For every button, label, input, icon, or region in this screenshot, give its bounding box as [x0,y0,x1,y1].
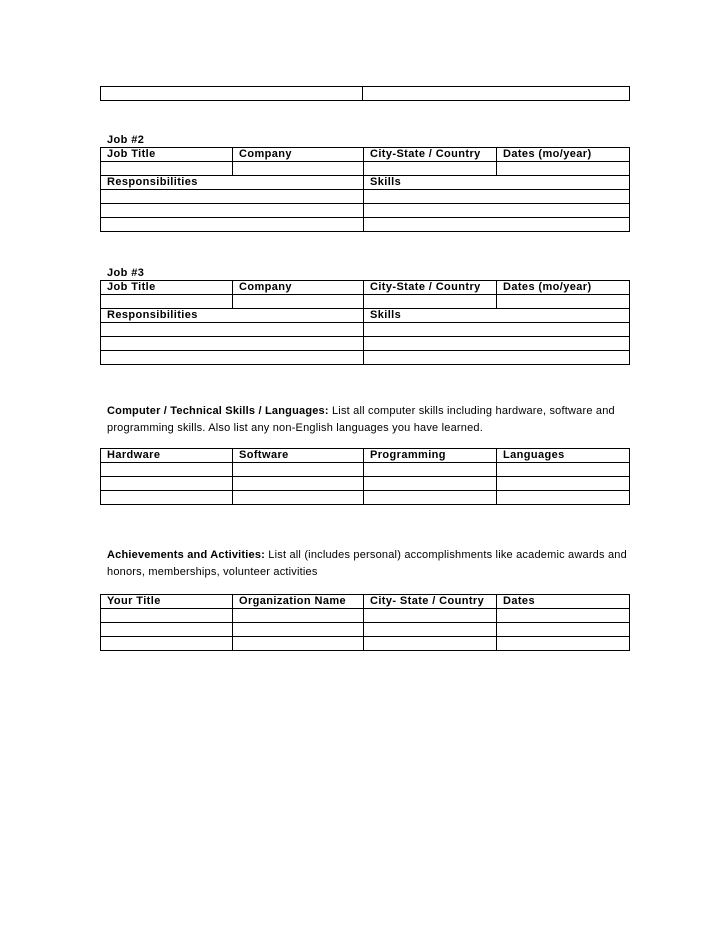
column-header: Job Title [101,281,233,295]
job2-heading: Job #2 [107,134,145,146]
computer-skills-text: List all computer skills including hardware, software and programming skills. Also list any non-English languages you have learned. [107,405,615,434]
table-row [101,623,630,637]
form-cell[interactable] [364,623,497,637]
form-cell[interactable] [233,623,364,637]
form-cell[interactable] [101,204,364,218]
column-header: City-State / Country [364,281,497,295]
table-row [101,637,630,651]
responsibilities-header: Responsibilities [101,176,364,190]
achievements-text: List all (includes personal) accomplishments like academic awards and honors, memberships, volunteer activities [107,549,627,578]
column-header: Dates (mo/year) [497,148,630,162]
column-header: Software [233,449,364,463]
form-cell[interactable] [497,609,630,623]
form-cell[interactable] [364,637,497,651]
form-cell[interactable] [364,337,630,351]
column-header: Your Title [101,595,233,609]
form-cell[interactable] [364,162,497,176]
form-cell[interactable] [101,637,233,651]
form-cell[interactable] [101,491,233,505]
table-row [101,295,630,309]
table-row [101,204,630,218]
form-cell[interactable] [101,218,364,232]
table-row [101,162,630,176]
form-cell[interactable] [364,190,630,204]
column-header: Organization Name [233,595,364,609]
table-header-row [101,595,630,609]
form-cell[interactable] [101,162,233,176]
form-cell[interactable] [364,323,630,337]
form-cell[interactable] [101,190,364,204]
form-cell[interactable] [363,87,630,101]
previous-job-table [100,86,630,101]
column-header: Dates [497,595,630,609]
form-cell[interactable] [364,218,630,232]
table-row [101,351,630,365]
form-cell[interactable] [364,295,497,309]
table-header-row [101,281,630,295]
form-cell[interactable] [233,295,364,309]
table-header-row [101,449,630,463]
achievements-instructions [107,547,627,581]
form-cell[interactable] [364,351,630,365]
form-cell[interactable] [497,491,630,505]
column-header: Hardware [101,449,233,463]
form-cell[interactable] [497,162,630,176]
form-cell[interactable] [497,637,630,651]
column-header: Job Title [101,148,233,162]
table-row [101,87,630,101]
form-cell[interactable] [233,463,364,477]
form-cell[interactable] [233,477,364,491]
table-row [101,609,630,623]
table-row [101,190,630,204]
form-cell[interactable] [364,477,497,491]
form-cell[interactable] [233,609,364,623]
column-header: Languages [497,449,630,463]
responsibilities-header: Responsibilities [101,309,364,323]
computer-skills-instructions [107,403,627,437]
form-cell[interactable] [101,609,233,623]
form-cell[interactable] [101,337,364,351]
column-header: City- State / Country [364,595,497,609]
column-header: Company [233,148,364,162]
table-header-row [101,309,630,323]
form-cell[interactable] [233,491,364,505]
column-header: Programming [364,449,497,463]
form-cell[interactable] [233,162,364,176]
table-row [101,477,630,491]
column-header: City-State / Country [364,148,497,162]
form-cell[interactable] [364,491,497,505]
form-cell[interactable] [364,463,497,477]
table-row [101,337,630,351]
job3-table [100,280,630,365]
form-cell[interactable] [101,351,364,365]
form-cell[interactable] [497,295,630,309]
achievements-table [100,594,630,651]
skills-header: Skills [364,309,630,323]
form-cell[interactable] [101,477,233,491]
form-cell[interactable] [101,463,233,477]
job2-table [100,147,630,232]
column-header: Dates (mo/year) [497,281,630,295]
computer-skills-lead: Computer / Technical Skills / Languages: [107,405,329,417]
skills-header: Skills [364,176,630,190]
form-cell[interactable] [101,323,364,337]
table-row [101,323,630,337]
form-cell[interactable] [497,623,630,637]
table-row [101,463,630,477]
job3-heading: Job #3 [107,267,145,279]
form-cell[interactable] [101,623,233,637]
table-header-row [101,148,630,162]
column-header: Company [233,281,364,295]
table-header-row [101,176,630,190]
form-cell[interactable] [233,637,364,651]
form-cell[interactable] [497,477,630,491]
table-row [101,491,630,505]
table-row [101,218,630,232]
form-cell[interactable] [497,463,630,477]
achievements-lead: Achievements and Activities: [107,549,266,561]
form-cell[interactable] [101,87,363,101]
form-cell[interactable] [101,295,233,309]
form-cell[interactable] [364,609,497,623]
form-cell[interactable] [364,204,630,218]
computer-skills-table [100,448,630,505]
